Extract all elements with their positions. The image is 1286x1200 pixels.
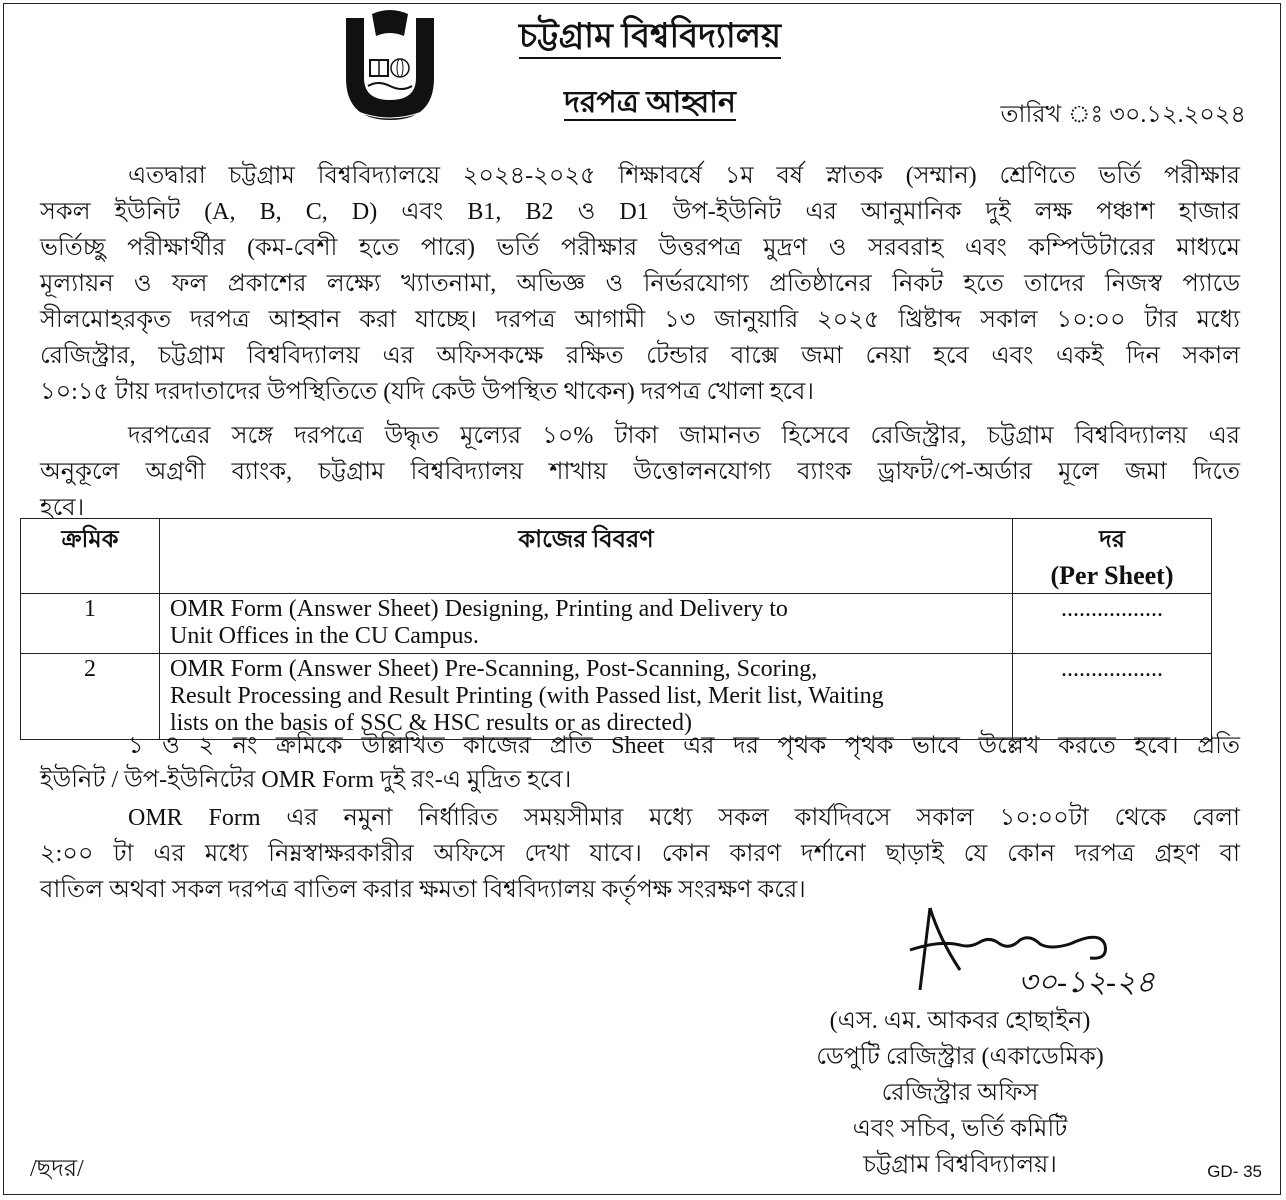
university-title bbox=[440, 10, 860, 67]
notice-date: তারিখ ঃ ৩০.১২.২০২৪ bbox=[1000, 102, 1246, 128]
signatory-line: রেজিস্ট্রার অফিস bbox=[881, 1080, 1039, 1106]
description-line: OMR Form (Answer Sheet) Designing, Printing and Delivery to bbox=[170, 596, 788, 622]
work-rate-table bbox=[20, 518, 1212, 740]
description-line: Unit Offices in the CU Campus. bbox=[170, 623, 479, 649]
header-rate-label: দর bbox=[1099, 527, 1125, 553]
description-line: lists on the basis of SSC & HSC results or as directed) bbox=[170, 710, 692, 736]
table-header-row bbox=[21, 519, 1212, 594]
text-line: দরপত্রের সঙ্গে দরপত্রে উদ্ধৃত মূল্যের ১০% টাকা জামানত হিসেবে রেজিস্ট্রার, চট্টগ্রাম বিশ্ববিদ্যালয় এর bbox=[128, 423, 1240, 449]
description-line: Result Processing and Result Printing (with Passed list, Merit list, Waiting bbox=[170, 683, 884, 709]
text-line: সকল ইউনিট (A, B, C, D) এবং B1, B2 ও D1 উপ-ইউনিট এর আনুমানিক দুই লক্ষ পঞ্চাশ হাজার bbox=[40, 199, 1240, 225]
text-line: ১ ও ২ নং ক্রমিকে উল্লিখিত কাজের প্রতি Sheet এর দর পৃথক পৃথক ভাবে উল্লেখ করতে হবে। প্রতি bbox=[128, 733, 1240, 759]
signature-date: ৩০-১২-২৪ bbox=[1018, 966, 1155, 999]
notice-subject bbox=[440, 78, 860, 129]
description-line: OMR Form (Answer Sheet) Pre-Scanning, Post-Scanning, Scoring, bbox=[170, 656, 818, 682]
text-line: ২:০০ টা এর মধ্যে নিম্নস্বাক্ষরকারীর অফিসে দেখা যাবে। কোন কারণ দর্শানো ছাড়াই যে কোন দরপত্র গ্রহণ বা bbox=[40, 841, 1240, 867]
signatory-line: এবং সচিব, ভর্তি কমিটি bbox=[852, 1116, 1068, 1142]
text-line: OMR Form এর নমুনা নির্ধারিত সময়সীমার মধ্যে সকল কার্যদিবসে সকাল ১০:০০টা থেকে বেলা bbox=[128, 805, 1240, 831]
header-rate bbox=[1013, 519, 1212, 594]
text-line: মূল্যায়ন ও ফল প্রকাশের লক্ষ্যে খ্যাতনামা, অভিজ্ঞ ও নির্ভরযোগ্য প্রতিষ্ঠানের নিকট হতে তাদের নিজস্ব প্যাডে bbox=[40, 271, 1240, 297]
gd-code: GD- 35 bbox=[1207, 1162, 1262, 1181]
header-description: কাজের বিবরণ bbox=[160, 519, 1013, 594]
text-line: ১০:১৫ টায় দরদাতাদের উপস্থিতিতে (যদি কেউ উপস্থিত থাকেন) দরপত্র খোলা হবে। bbox=[40, 379, 814, 405]
row-rate-blank: ................. bbox=[1013, 594, 1212, 654]
row-description bbox=[160, 594, 1013, 654]
text-line: ভর্তিচ্ছু পরীক্ষার্থীর (কম-বেশী হতে পারে) ভর্তি পরীক্ষার উত্তরপত্র মুদ্রণ ও সরবরাহ এবং কম্পিউটারের মাধ্যমে bbox=[40, 235, 1240, 261]
header-rate-unit: (Per Sheet) bbox=[1050, 561, 1174, 590]
text-line: অনুকূলে অগ্রণী ব্যাংক, চট্টগ্রাম বিশ্ববিদ্যালয় শাখায় উত্তোলনযোগ্য ব্যাংক ড্রাফট/পে-অর্ডার মূলে জমা দিতে bbox=[40, 459, 1240, 485]
signatory-line: ডেপুটি রেজিস্ট্রার (একাডেমিক) bbox=[816, 1044, 1104, 1070]
text-line: রেজিস্ট্রার, চট্টগ্রাম বিশ্ববিদ্যালয় এর অফিসকক্ষে রক্ষিত টেন্ডার বাক্সে জমা নেয়া হবে এবং একই দিন সকাল bbox=[40, 343, 1240, 369]
text-line: ইউনিট / উপ-ইউনিটের OMR Form দুই রং-এ মুদ্রিত হবে। bbox=[40, 767, 572, 793]
text-line: সীলমোহরকৃত দরপত্র আহ্বান করা যাচ্ছে। দরপত্র আগামী ১৩ জানুয়ারি ২০২৫ খ্রিষ্টাব্দ সকাল ১০:০০ টার মধ্যে bbox=[40, 307, 1240, 333]
row-description bbox=[160, 654, 1013, 740]
university-name: চট্টগ্রাম বিশ্ববিদ্যালয় bbox=[519, 18, 781, 59]
text-line: এতদ্বারা চট্টগ্রাম বিশ্ববিদ্যালয়ে ২০২৪-২০২৫ শিক্ষাবর্ষে ১ম বর্ষ স্নাতক (সম্মান) শ্রেণিতে ভর্তি পরীক্ষার bbox=[128, 163, 1240, 189]
text-line: বাতিল অথবা সকল দরপত্র বাতিল করার ক্ষমতা বিশ্ববিদ্যালয় কর্তৃপক্ষ সংরক্ষণ করে। bbox=[40, 877, 806, 903]
signatory-line: চট্টগ্রাম বিশ্ববিদ্যালয়। bbox=[863, 1152, 1057, 1178]
row-serial: 1 bbox=[21, 594, 160, 654]
signature-image bbox=[900, 900, 1155, 1000]
table-row bbox=[21, 654, 1212, 740]
header-serial: ক্রমিক bbox=[21, 519, 160, 594]
university-crest-icon bbox=[338, 8, 442, 128]
row-serial: 2 bbox=[21, 654, 160, 740]
subject-text: দরপত্র আহ্বান bbox=[564, 86, 736, 119]
table-row bbox=[21, 594, 1212, 654]
signatory-line: (এস. এম. আকবর হোছাইন) bbox=[829, 1008, 1091, 1034]
row-rate-blank: ................. bbox=[1013, 654, 1212, 740]
memo-reference: /ছদর/ bbox=[30, 1156, 84, 1182]
text-line: হবে। bbox=[40, 495, 85, 521]
